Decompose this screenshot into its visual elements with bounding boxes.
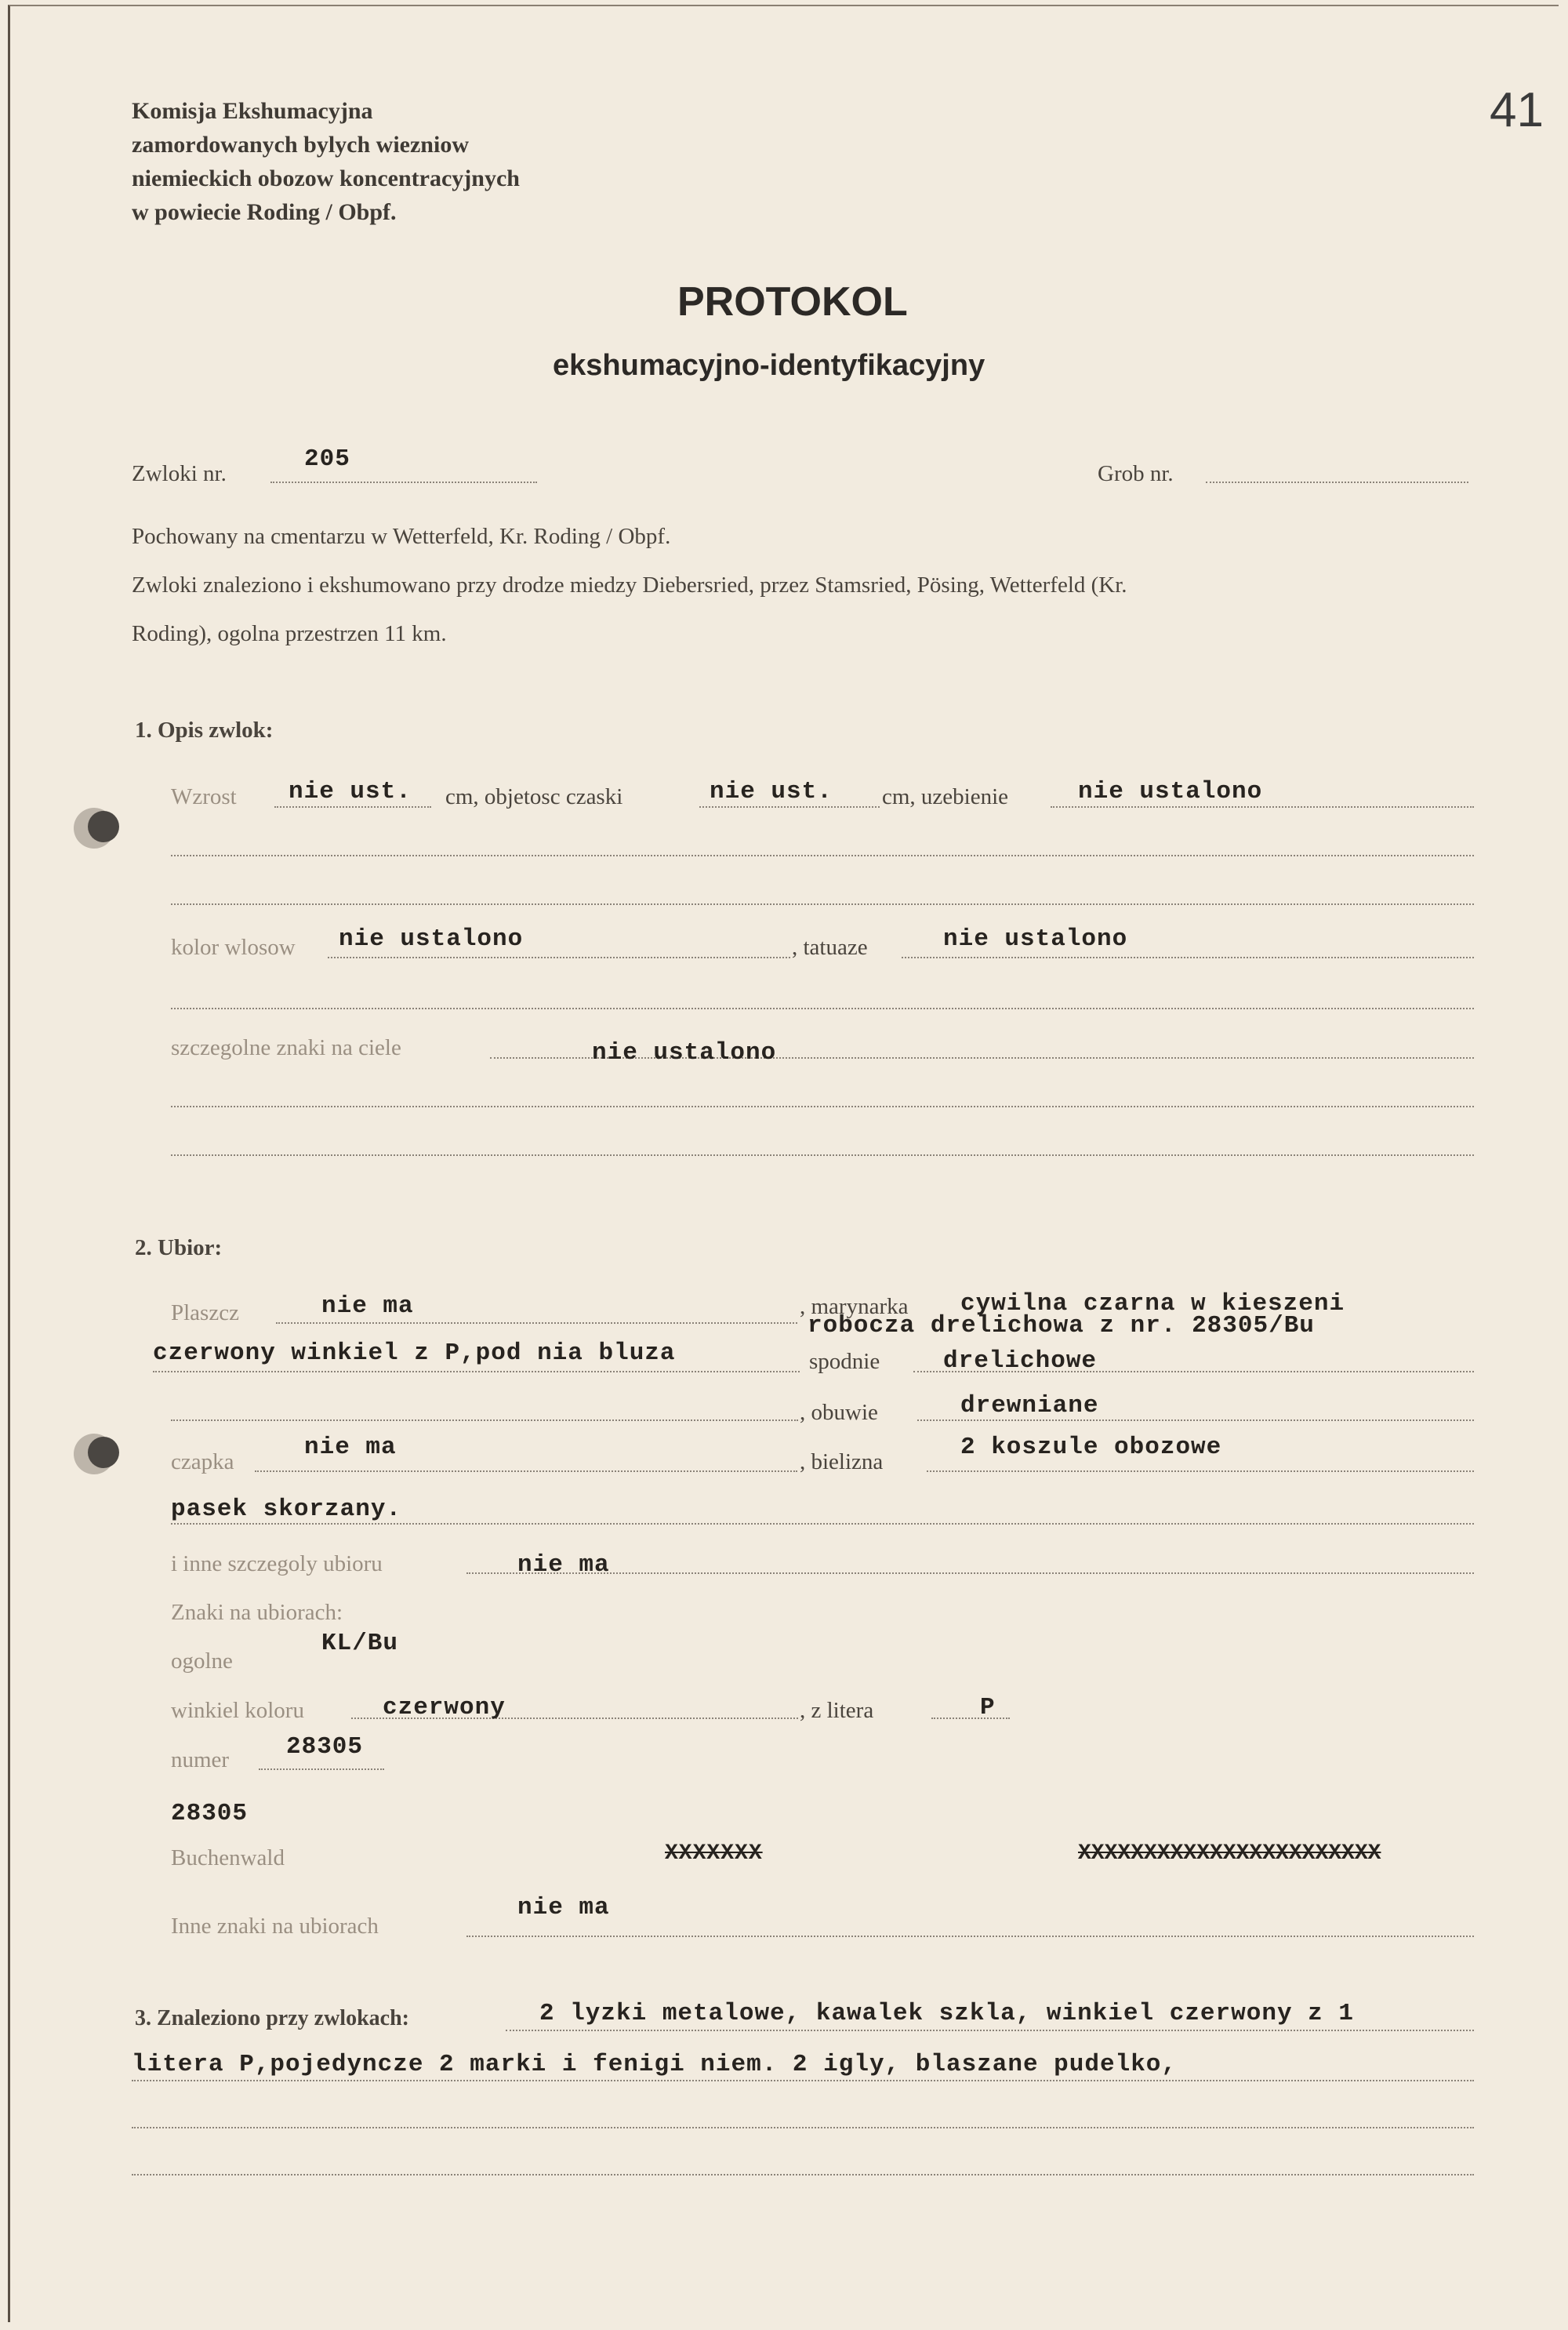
numer-line xyxy=(259,1768,384,1770)
inne-szczegoly-label: i inne szczegoly ubioru xyxy=(171,1551,383,1576)
inne-znaki-label: Inne znaki na ubiorach xyxy=(171,1914,379,1939)
czapka-value: nie ma xyxy=(304,1434,397,1461)
struck-text-2: XXXXXXXXXXXXXXXXXXXXXXX xyxy=(1078,1841,1381,1866)
spodnie-label: spodnie xyxy=(809,1349,880,1374)
pasek-line xyxy=(171,1523,1474,1525)
znaki-na-ubiorach-heading: Znaki na ubiorach: xyxy=(171,1600,343,1625)
znaki-szczegolne-label: szczegolne znaki na ciele xyxy=(171,1035,401,1060)
spodnie-value: drelichowe xyxy=(943,1347,1098,1375)
cm-uzebienie-label: cm, uzebienie xyxy=(882,784,1009,809)
pasek-value: pasek skorzany. xyxy=(171,1496,402,1523)
inne-szczegoly-line xyxy=(466,1572,1474,1574)
tatuaze-line xyxy=(902,957,1474,958)
section3-value-1: 2 lyzki metalowe, kawalek szkla, winkiel czerwony z 1 xyxy=(539,2000,1354,2027)
znaleziono-text-2: Roding), ogolna przestrzen 11 km. xyxy=(132,621,447,646)
wlosy-label: kolor wlosow xyxy=(171,935,296,960)
marynarka-label: , marynarka xyxy=(800,1294,909,1319)
blank-line xyxy=(171,1154,1474,1156)
blank-line xyxy=(171,1419,798,1421)
bielizna-label: , bielizna xyxy=(800,1449,884,1474)
obuwie-line xyxy=(917,1419,1474,1421)
wzrost-label: Wzrost xyxy=(171,784,237,809)
winkiel-label: winkiel koloru xyxy=(171,1698,304,1723)
czaszka-line xyxy=(699,806,880,808)
numer-value: 28305 xyxy=(286,1733,364,1761)
czapka-line xyxy=(255,1470,797,1472)
marynarka-value-2: robocza drelichowa z nr. 28305/Bu xyxy=(808,1312,1315,1339)
section1-heading: 1. Opis zwlok: xyxy=(135,718,274,743)
marynarka-value-3: czerwony winkiel z P,pod nia bluza xyxy=(153,1339,676,1367)
punch-hole xyxy=(88,811,119,842)
grob-label: Grob nr. xyxy=(1098,461,1174,486)
cm-czaszka-label: cm, objetosc czaski xyxy=(445,784,623,809)
czaszka-value: nie ust. xyxy=(710,778,833,805)
numer-label: numer xyxy=(171,1747,230,1772)
blank-line xyxy=(132,2127,1474,2128)
litera-label: , z litera xyxy=(800,1698,874,1723)
znaleziono-text-1: Zwloki znaleziono i ekshumowano przy drodze miedzy Diebersried, przez Stamsried, Pösing, Wetterfeld (Kr. xyxy=(132,573,1127,598)
numer-value-2: 28305 xyxy=(171,1800,249,1827)
struck-text-1: XXXXXXX xyxy=(665,1841,763,1866)
uzebienie-value: nie ustalono xyxy=(1078,778,1263,805)
obuwie-value: drewniane xyxy=(960,1392,1099,1419)
grob-line xyxy=(1206,482,1468,483)
section2-heading: 2. Ubior: xyxy=(135,1235,223,1260)
wlosy-line xyxy=(328,957,790,958)
znaki-szczegolne-value: nie ustalono xyxy=(592,1039,777,1067)
litera-line xyxy=(931,1718,1010,1719)
litera-value: P xyxy=(980,1694,996,1721)
blank-line xyxy=(171,855,1474,856)
section3-line xyxy=(132,2080,1474,2081)
bielizna-line xyxy=(927,1470,1474,1472)
section3-line xyxy=(506,2030,1474,2031)
zwloki-value: 205 xyxy=(304,445,350,473)
punch-hole xyxy=(88,1437,119,1468)
wzrost-line xyxy=(274,806,431,808)
plaszcz-label: Plaszcz xyxy=(171,1300,239,1325)
wlosy-value: nie ustalono xyxy=(339,925,524,953)
tatuaze-value: nie ustalono xyxy=(943,925,1128,953)
ogolne-value: KL/Bu xyxy=(321,1630,399,1657)
blank-line xyxy=(171,1008,1474,1009)
winkiel-value: czerwony xyxy=(383,1694,506,1721)
inne-szczegoly-value: nie ma xyxy=(517,1551,610,1579)
blank-line xyxy=(171,903,1474,905)
zwloki-label: Zwloki nr. xyxy=(132,461,227,486)
bielizna-value: 2 koszule obozowe xyxy=(960,1434,1222,1461)
czapka-label: czapka xyxy=(171,1449,234,1474)
document-subtitle: ekshumacyjno-identyfikacyjny xyxy=(553,349,985,382)
zwloki-line xyxy=(270,482,537,483)
inne-znaki-value: nie ma xyxy=(517,1894,610,1921)
blank-line xyxy=(171,1106,1474,1107)
header-line-2: zamordowanych bylych wiezniow xyxy=(132,132,469,158)
header-line-4: w powiecie Roding / Obpf. xyxy=(132,199,397,225)
marynarka-value-1: cywilna czarna w kieszeni xyxy=(960,1290,1345,1318)
document-title: PROTOKOL xyxy=(677,279,908,325)
ogolne-label: ogolne xyxy=(171,1648,233,1674)
pochowany-text: Pochowany na cmentarzu w Wetterfeld, Kr. Roding / Obpf. xyxy=(132,524,671,549)
buchenwald-label: Buchenwald xyxy=(171,1845,285,1870)
blank-line xyxy=(132,2174,1474,2176)
section3-heading: 3. Znaleziono przy zwlokach: xyxy=(135,2006,409,2030)
marynarka-line xyxy=(153,1371,800,1372)
inne-znaki-line xyxy=(466,1936,1474,1937)
uzebienie-line xyxy=(1051,806,1474,808)
plaszcz-value: nie ma xyxy=(321,1292,414,1320)
section3-value-2: litera P,pojedyncze 2 marki i fenigi niem. 2 igly, blaszane pudelko, xyxy=(132,2051,1178,2078)
page-number: 41 xyxy=(1490,83,1544,137)
wzrost-value: nie ust. xyxy=(289,778,412,805)
header-line-3: niemieckich obozow koncentracyjnych xyxy=(132,165,520,191)
obuwie-label: , obuwie xyxy=(800,1400,878,1425)
tatuaze-label: , tatuaze xyxy=(792,935,868,960)
plaszcz-line xyxy=(276,1322,797,1324)
header-line-1: Komisja Ekshumacyjna xyxy=(132,98,373,124)
